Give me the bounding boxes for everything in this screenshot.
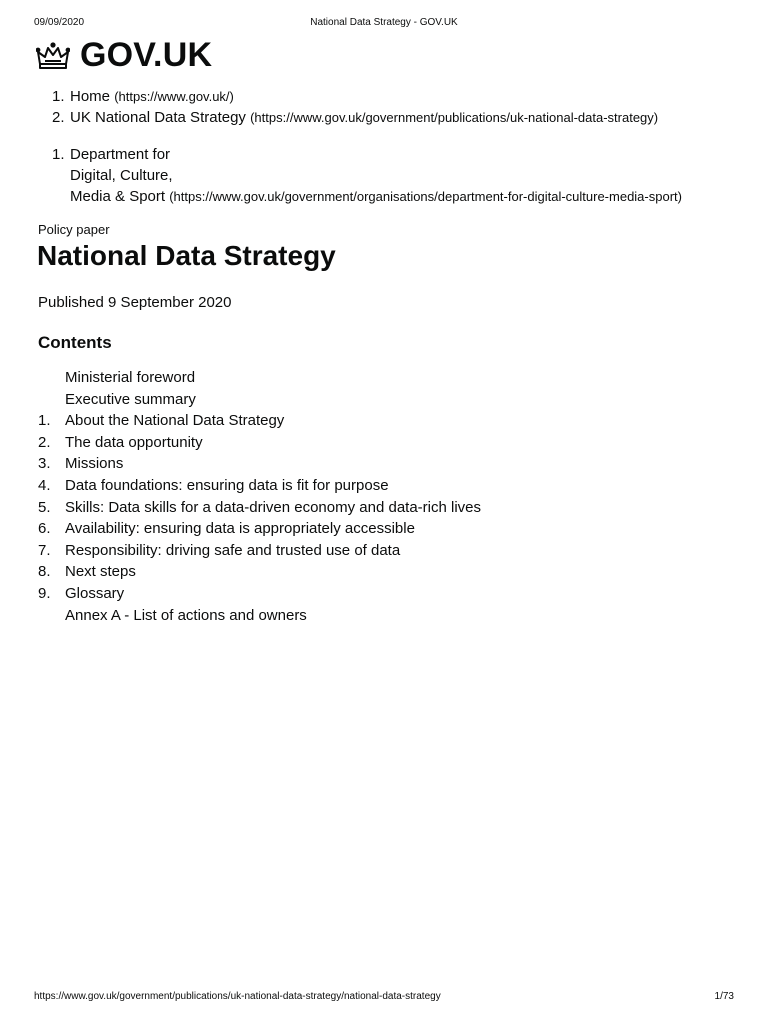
page-title: National Data Strategy (37, 240, 336, 271)
print-url: https://www.gov.uk/government/publications/uk-national-data-strategy/national-data-strategy (34, 991, 441, 1002)
contents-item[interactable]: 6. Availability: ensuring data is appropriately accessible (38, 520, 415, 538)
contents-item[interactable]: 1. About the National Data Strategy (38, 412, 285, 430)
govuk-logo[interactable] (36, 36, 212, 75)
contents-item[interactable]: 8. Next steps (38, 563, 136, 581)
organisation-item: 1. Department for Digital, Culture, Media & Sport (https://www.gov.uk/government/organisations/department-for-digital-culture-media-sport) (52, 146, 682, 205)
contents-item[interactable]: 4. Data foundations: ensuring data is fit for purpose (38, 476, 389, 494)
print-footer (34, 991, 734, 1005)
contents-item[interactable]: 2. The data opportunity (38, 433, 203, 451)
contents-item[interactable]: Ministerial foreword (65, 369, 196, 386)
published-date: Published 9 September 2020 (38, 294, 232, 311)
breadcrumb-link-national-data-strategy[interactable]: UK National Data Strategy (70, 109, 246, 126)
contents-list (38, 367, 481, 626)
govuk-wordmark: GOV.UK (80, 36, 213, 74)
page-number: 1/73 (714, 991, 734, 1002)
crown-icon (36, 42, 70, 70)
print-date: 09/09/2020 (34, 17, 85, 28)
contents-item[interactable]: 3. Missions (38, 455, 124, 473)
organisation-link-dcms[interactable]: Department for Digital, Culture, Media & Sport (https://www.gov.uk/government/organisations/department-for-digital-culture-media-sport) (70, 146, 682, 205)
breadcrumb-item: 2. UK National Data Strategy (https://www.gov.uk/government/publications/uk-national-data-strategy) (52, 109, 659, 126)
breadcrumb-url[interactable]: (https://www.gov.uk/) (114, 89, 234, 104)
contents-item[interactable]: Executive summary (65, 390, 196, 408)
breadcrumb (52, 86, 658, 128)
contents-heading: Contents (38, 333, 112, 352)
organisation-url[interactable]: (https://www.gov.uk/government/organisations/department-for-digital-culture-media-sport) (169, 189, 682, 204)
print-header (34, 17, 734, 31)
contents-item[interactable]: 5. Skills: Data skills for a data-driven economy and data-rich lives (38, 498, 482, 516)
document-type: Policy paper (38, 222, 110, 237)
contents-item[interactable]: 7. Responsibility: driving safe and trusted use of data (38, 541, 401, 559)
breadcrumb-link-home[interactable]: Home (70, 88, 111, 105)
contents-item[interactable]: 9. Glossary (38, 584, 125, 602)
contents-item[interactable]: Annex A - List of actions and owners (65, 606, 307, 624)
print-title: National Data Strategy - GOV.UK (310, 17, 458, 28)
breadcrumb-url[interactable]: (https://www.gov.uk/government/publications/uk-national-data-strategy) (250, 110, 659, 125)
organisation-list (52, 144, 682, 207)
breadcrumb-item: 1. Home (https://www.gov.uk/) (52, 88, 234, 105)
